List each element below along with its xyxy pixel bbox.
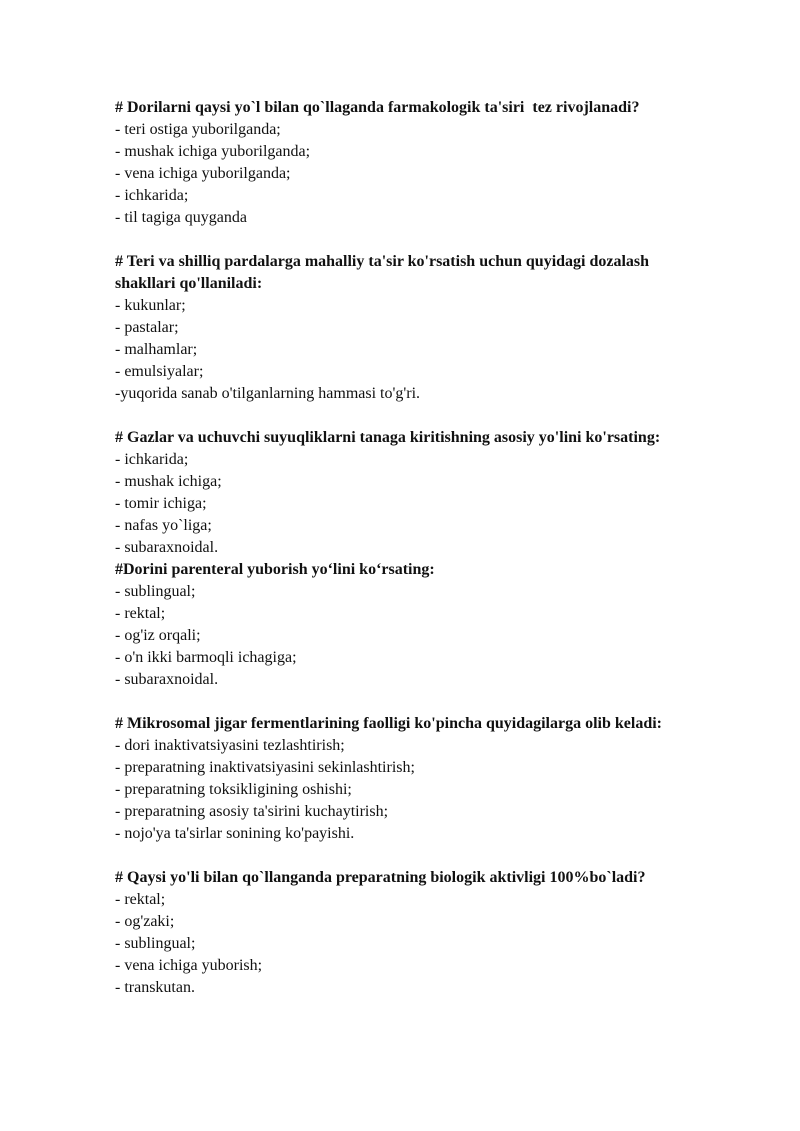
answer-option: - og'iz orqali;: [115, 627, 201, 644]
question-title: # Gazlar va uchuvchi suyuqliklarni tanaga kiritishning asosiy yo'lini ko'rsating:: [115, 429, 661, 446]
answer-option: - vena ichiga yuborish;: [115, 957, 263, 974]
question-title: #Dorini parenteral yuborish yo‘lini ko‘rsating:: [115, 561, 435, 578]
question-title: # Mikrosomal jigar fermentlarining faolligi ko'pincha quyidagilarga olib keladi:: [115, 715, 662, 732]
answer-option: -yuqorida sanab o'tilganlarning hammasi to'g'ri.: [115, 385, 421, 402]
answer-option: - teri ostiga yuborilganda;: [115, 121, 281, 138]
question-title: # Qaysi yo'li bilan qo`llanganda preparatning biologik aktivligi 100%bo`ladi?: [115, 869, 646, 886]
answer-option: - preparatning inaktivatsiyasini sekinlashtirish;: [115, 759, 415, 776]
spacer: [115, 229, 755, 251]
answer-option: - subaraxnoidal.: [115, 671, 219, 688]
answer-option: - rektal;: [115, 605, 166, 622]
answer-option: - preparatning toksikligining oshishi;: [115, 781, 352, 798]
answer-option: - og'zaki;: [115, 913, 175, 930]
answer-option: - ichkarida;: [115, 187, 189, 204]
answer-option: - rektal;: [115, 891, 166, 908]
answer-option: - mushak ichiga yuborilganda;: [115, 143, 311, 160]
answer-options: [115, 889, 755, 999]
answer-options: [115, 119, 755, 229]
answer-option: - mushak ichiga;: [115, 473, 222, 490]
question-title: # Teri va shilliq pardalarga mahalliy ta'sir ko'rsatish uchun quyidagi dozalash shakllari qo'llaniladi:: [115, 253, 654, 292]
answer-options: [115, 735, 755, 845]
answer-option: - nafas yo`liga;: [115, 517, 212, 534]
spacer: [115, 691, 755, 713]
question-2: [115, 251, 755, 405]
spacer: [115, 405, 755, 427]
answer-option: - vena ichiga yuborilganda;: [115, 165, 291, 182]
answer-option: - dori inaktivatsiyasini tezlashtirish;: [115, 737, 345, 754]
answer-option: - malhamlar;: [115, 341, 198, 358]
question-6: [115, 867, 755, 999]
answer-option: - kukunlar;: [115, 297, 186, 314]
answer-option: - o'n ikki barmoqli ichagiga;: [115, 649, 297, 666]
answer-option: - ichkarida;: [115, 451, 189, 468]
answer-options: [115, 295, 755, 405]
answer-option: - sublingual;: [115, 935, 196, 952]
answer-option: - emulsiyalar;: [115, 363, 204, 380]
document-page: [115, 97, 755, 999]
answer-option: - transkutan.: [115, 979, 195, 996]
answer-option: - subaraxnoidal.: [115, 539, 219, 556]
answer-options: [115, 581, 755, 691]
answer-options: [115, 449, 755, 559]
answer-option: - sublingual;: [115, 583, 196, 600]
answer-option: - til tagiga quyganda: [115, 209, 247, 226]
answer-option: - preparatning asosiy ta'sirini kuchaytirish;: [115, 803, 389, 820]
question-4: [115, 559, 755, 691]
answer-option: - pastalar;: [115, 319, 179, 336]
question-5: [115, 713, 755, 845]
spacer: [115, 845, 755, 867]
question-1: [115, 97, 755, 229]
question-3: [115, 427, 755, 559]
answer-option: - nojo'ya ta'sirlar sonining ko'payishi.: [115, 825, 355, 842]
answer-option: - tomir ichiga;: [115, 495, 207, 512]
question-title: # Dorilarni qaysi yo`l bilan qo`llaganda farmakologik ta'siri tez rivojlanadi?: [115, 99, 640, 116]
